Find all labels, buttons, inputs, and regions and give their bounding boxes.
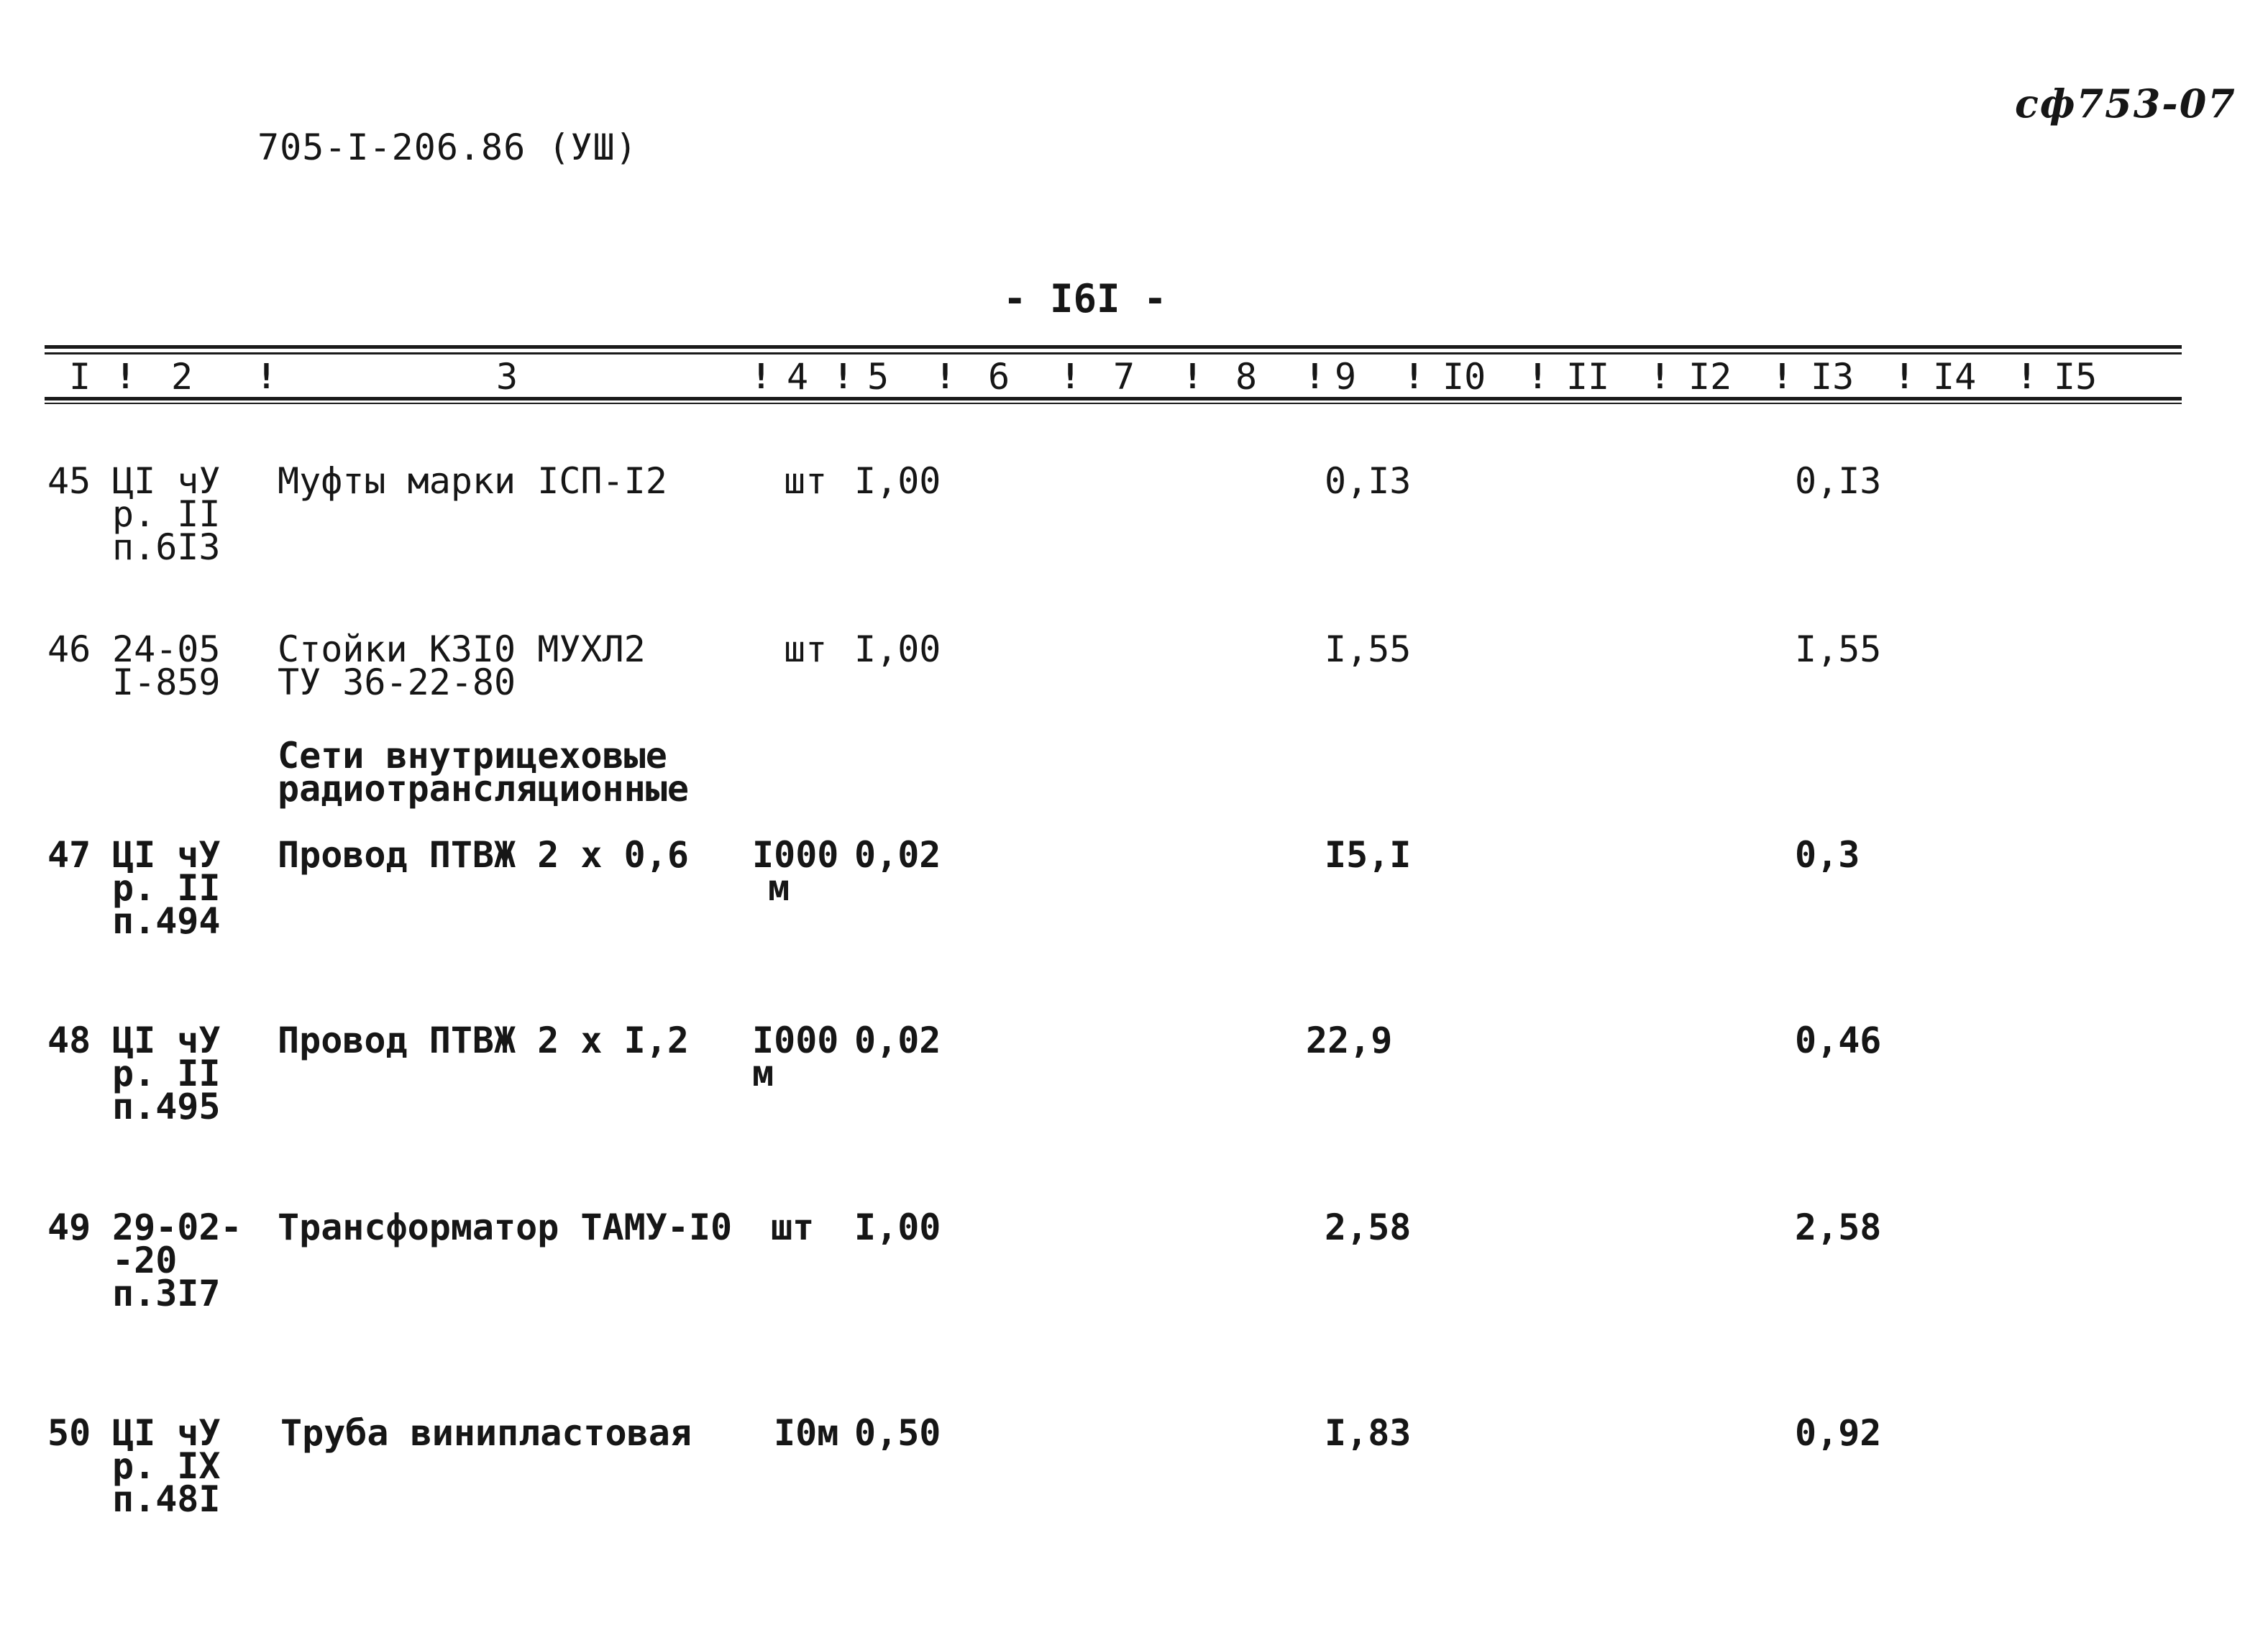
column-header-10: I0	[1442, 356, 1486, 398]
column-separator: !	[1772, 357, 1793, 397]
column-9-value: I5,I	[1325, 834, 1412, 876]
column-header-6: 6	[988, 356, 1010, 398]
column-13-value: 2,58	[1795, 1207, 1882, 1248]
reference-code: 29-02- -20 п.3I7	[112, 1207, 242, 1314]
unit: I000 м	[752, 834, 839, 909]
column-9-value: I,55	[1325, 628, 1412, 670]
reference-code: ЦI чУ р. II п.6I3	[112, 460, 221, 568]
item-name: Стойки К3I0 МУХЛ2 ТУ 36-22-80	[278, 628, 646, 703]
column-header-1: I	[69, 356, 91, 398]
row-number: 50	[47, 1412, 91, 1454]
column-9-value: 22,9	[1306, 1020, 1393, 1061]
unit: шт	[784, 460, 828, 502]
column-header-7: 7	[1113, 356, 1135, 398]
column-header-5: 5	[867, 356, 890, 398]
reference-code: ЦI чУ р. II п.494	[112, 834, 221, 942]
column-separator: !	[1060, 357, 1081, 397]
unit: I000 м	[752, 1020, 839, 1094]
reference-code: ЦI чУ р. IХ п.48I	[112, 1412, 221, 1520]
item-name: Муфты марки IСП-I2	[278, 460, 667, 502]
column-separator: !	[833, 357, 854, 397]
column-separator: !	[935, 357, 956, 397]
column-9-value: 2,58	[1325, 1207, 1412, 1248]
header-rule-top	[45, 345, 2182, 349]
header-rule-bottom-inner	[45, 403, 2182, 404]
column-separator: !	[256, 357, 277, 397]
item-name: Труба винипластовая	[280, 1412, 692, 1454]
quantity: I,00	[854, 1207, 941, 1248]
column-header-9: 9	[1335, 356, 1357, 398]
column-13-value: 0,I3	[1795, 460, 1882, 502]
column-header-14: I4	[1933, 356, 1977, 398]
item-name: Провод ПТВЖ 2 х 0,6	[278, 834, 689, 876]
quantity: I,00	[854, 460, 941, 502]
column-separator: !	[751, 357, 772, 397]
column-separator: !	[2016, 357, 2037, 397]
column-header-12: I2	[1688, 356, 1732, 398]
column-header-3: 3	[496, 356, 518, 398]
sheet-mark: сф753-07	[2015, 81, 2236, 127]
unit: I0м	[774, 1412, 839, 1454]
column-13-value: 0,46	[1795, 1020, 1882, 1061]
reference-code: ЦI чУ р. II п.495	[112, 1020, 221, 1127]
unit: шт	[784, 628, 828, 670]
row-number: 49	[47, 1207, 91, 1248]
row-number: 48	[47, 1020, 91, 1061]
unit: шт	[771, 1207, 815, 1248]
column-header-15: I5	[2054, 356, 2098, 398]
row-number: 47	[47, 834, 91, 876]
column-header-2: 2	[171, 356, 193, 398]
document-code: 705-I-206.86 (УШ)	[257, 127, 638, 168]
quantity: 0,50	[854, 1412, 941, 1454]
row-number: 45	[47, 460, 91, 502]
column-9-value: 0,I3	[1325, 460, 1412, 502]
quantity: 0,02	[854, 1020, 941, 1061]
reference-code: 24-05 I-859	[112, 628, 221, 703]
column-separator: !	[1304, 357, 1325, 397]
column-header-8: 8	[1235, 356, 1258, 398]
column-separator: !	[1182, 357, 1203, 397]
section-heading: Сети внутрицеховые радиотрансляционные	[278, 735, 689, 810]
header-rule-top-inner	[45, 352, 2182, 354]
quantity: I,00	[854, 628, 941, 670]
column-header-4: 4	[787, 356, 809, 398]
column-separator: !	[1404, 357, 1425, 397]
column-separator: !	[1527, 357, 1548, 397]
column-header-11: II	[1566, 356, 1610, 398]
column-header-13: I3	[1811, 356, 1855, 398]
column-separator: !	[1894, 357, 1915, 397]
page-number: - I6I -	[1003, 276, 1167, 321]
column-separator: !	[115, 357, 136, 397]
column-13-value: 0,3	[1795, 834, 1860, 876]
quantity: 0,02	[854, 834, 941, 876]
column-13-value: I,55	[1795, 628, 1882, 670]
column-separator: !	[1650, 357, 1670, 397]
column-13-value: 0,92	[1795, 1412, 1882, 1454]
item-name: Провод ПТВЖ 2 х I,2	[278, 1020, 689, 1061]
row-number: 46	[47, 628, 91, 670]
column-9-value: I,83	[1325, 1412, 1412, 1454]
item-name: Трансформатор ТАМУ-I0	[278, 1207, 733, 1248]
